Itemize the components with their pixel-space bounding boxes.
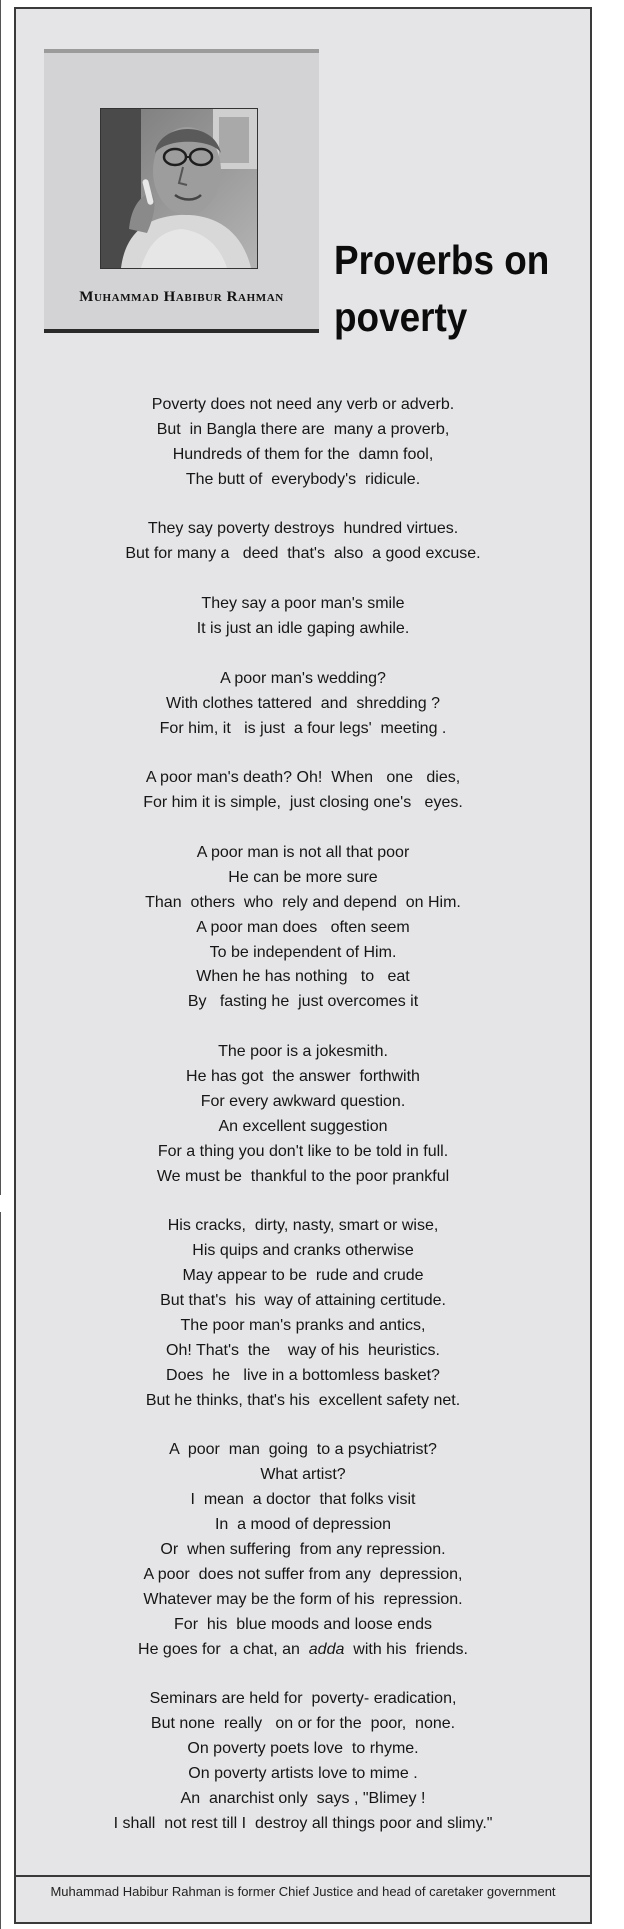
poem-body [16, 393, 590, 1862]
poem-line: A poor man is not all that poor [196, 844, 410, 862]
poem-stanza [16, 517, 590, 567]
poem-stanza [16, 592, 590, 642]
poem-line: For a thing you don't like to be told in full. [157, 1142, 449, 1160]
poem-line: In a mood of depression [214, 1516, 392, 1534]
poem-line: Seminars are held for poverty- eradication, [149, 1690, 457, 1708]
poem-line: On poverty artists love to mime . [188, 1764, 418, 1782]
poem-line: They say a poor man's smile [201, 595, 405, 613]
poem-line: Than others who rely and depend on Him. [145, 893, 461, 911]
poem-line: But he thinks, that's his excellent safety net. [145, 1391, 461, 1409]
poem-line: Whatever may be the form of his repression. [143, 1590, 463, 1608]
poem-line: He has got the answer forthwith [186, 1068, 420, 1086]
poem-line: An excellent suggestion [218, 1117, 388, 1135]
author-byline-box [44, 49, 319, 333]
poem-line: Does he live in a bottomless basket? [166, 1366, 440, 1384]
poem-line: Oh! That's the way of his heuristics. [166, 1341, 440, 1359]
poem-stanza [16, 667, 590, 742]
poem-line: For his blue moods and loose ends [174, 1615, 432, 1633]
poem-line: What artist? [260, 1466, 346, 1484]
poem-line: Or when suffering from any repression. [160, 1540, 446, 1558]
poem-line: To be independent of Him. [209, 943, 397, 961]
poem-line: When he has nothing to eat [196, 968, 410, 986]
poem-line: I shall not rest till I destroy all things poor and slimy." [113, 1814, 493, 1832]
poem-line: For him it is simple, just closing one's eyes. [143, 794, 463, 812]
poem-line: With clothes tattered and shredding ? [166, 694, 440, 712]
poem-line: Poverty does not need any verb or adverb. [151, 396, 455, 413]
poem-line: A poor man's death? Oh! When one dies, [145, 769, 461, 787]
poem-line-adda [16, 1638, 590, 1663]
poem-line: His quips and cranks otherwise [192, 1242, 414, 1260]
poem-stanza [16, 393, 590, 493]
author-photo [100, 108, 258, 269]
poem-line: The butt of everybody's ridicule. [185, 470, 421, 488]
column-divider-bottom [0, 1212, 1, 1929]
poem-line: But that's his way of attaining certitude. [160, 1292, 446, 1310]
footer-divider [14, 1875, 592, 1877]
poem-line: By fasting he just overcomes it [187, 993, 419, 1011]
poem-line: They say poverty destroys hundred virtues. [147, 520, 459, 538]
poem-line-part: with his friends. [344, 1640, 468, 1658]
poem-line: For him, it is just a four legs' meeting . [159, 719, 447, 737]
author-footnote: Muhammad Habibur Rahman is former Chief Justice and head of caretaker government [50, 1884, 556, 1899]
poem-line: An anarchist only says , "Blimey ! [180, 1789, 426, 1807]
poem-line: Hundreds of them for the damn fool, [172, 445, 434, 463]
poem-stanza [16, 766, 590, 816]
poem-line: We must be thankful to the poor prankful [156, 1167, 450, 1185]
poem-line: A poor man's wedding? [220, 669, 386, 687]
poem-line: He can be more sure [228, 868, 378, 886]
poem-stanza [16, 841, 590, 1015]
poem-line-part: He goes for a chat, an [138, 1640, 309, 1658]
author-name: Muhammad Habibur Rahman [79, 289, 284, 305]
poem-line: For every awkward question. [200, 1092, 406, 1110]
poem-stanza [16, 1214, 590, 1413]
article-title: Proverbs on poverty [334, 237, 550, 340]
author-portrait-image [101, 109, 257, 268]
poem-stanza [16, 1438, 590, 1662]
poem-line: His cracks, dirty, nasty, smart or wise, [167, 1217, 439, 1235]
poem-line: But none really on or for the poor, none. [150, 1715, 456, 1733]
poem-line: The poor is a jokesmith. [218, 1043, 388, 1061]
poem-stanza [16, 1040, 590, 1189]
poem-line: I mean a doctor that folks visit [190, 1491, 416, 1509]
poem-italic-word: adda [308, 1640, 345, 1658]
poem-line: On poverty poets love to rhyme. [187, 1740, 419, 1758]
poem-line: But in Bangla there are many a proverb, [156, 420, 450, 438]
poem-stanza [16, 1687, 590, 1836]
poem-line: May appear to be rude and crude [182, 1267, 424, 1285]
poem-line: A poor does not suffer from any depression, [143, 1565, 463, 1583]
poem-line: The poor man's pranks and antics, [180, 1316, 426, 1334]
poem-line: A poor man does often seem [196, 918, 410, 936]
column-divider-top [0, 0, 1, 1195]
poem-line: A poor man going to a psychiatrist? [169, 1441, 437, 1459]
poem-line: But for many a deed that's also a good excuse. [125, 545, 481, 563]
poem-line: It is just an idle gaping awhile. [196, 620, 410, 638]
